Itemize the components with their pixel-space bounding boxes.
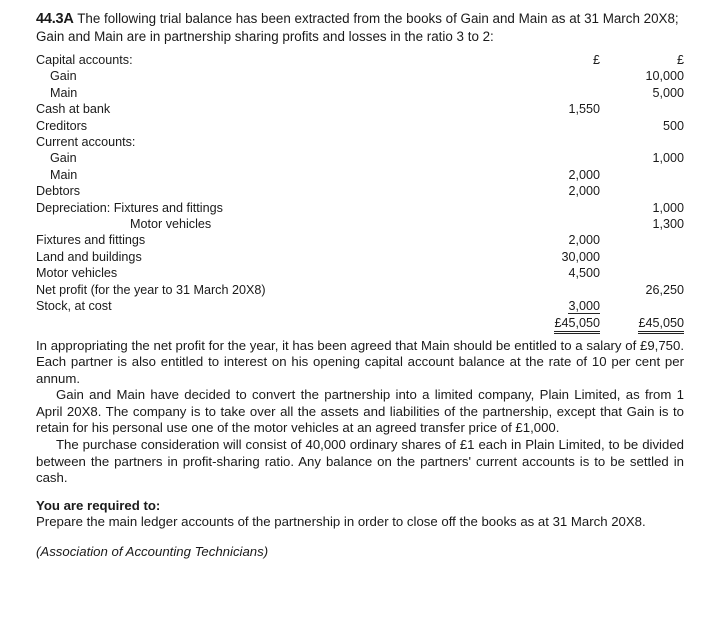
table-row-totals bbox=[36, 315, 684, 334]
paragraph-consideration: The purchase consideration will consist of 40,000 ordinary shares of £1 each in Plain Limited, to be divided between the partners in profit-sharing ratio. Any balance on the partners' current accounts is to be settled in cash. bbox=[36, 437, 684, 486]
row-label: Motor vehicles bbox=[36, 266, 118, 281]
credit-cell bbox=[608, 134, 684, 150]
debit-cell: 2,000 bbox=[568, 184, 600, 199]
row-label: Capital accounts: bbox=[36, 53, 133, 67]
debit-currency: £ bbox=[592, 53, 600, 67]
table-row bbox=[36, 183, 684, 199]
row-label: Main bbox=[50, 85, 78, 100]
table-row bbox=[36, 68, 684, 84]
credit-cell bbox=[608, 249, 684, 265]
credit-total: £45,050 bbox=[638, 316, 684, 334]
credit-cell: 1,000 bbox=[652, 200, 684, 215]
credit-cell bbox=[608, 232, 684, 248]
row-label: Gain bbox=[50, 151, 77, 166]
debit-cell bbox=[532, 134, 608, 150]
debit-cell bbox=[532, 118, 608, 134]
credit-currency: £ bbox=[676, 53, 684, 67]
row-label bbox=[36, 315, 532, 334]
credit-cell bbox=[608, 265, 684, 281]
row-label: Gain bbox=[50, 69, 77, 84]
debit-cell bbox=[532, 200, 608, 216]
debit-cell: 2,000 bbox=[568, 233, 600, 248]
table-row bbox=[36, 134, 684, 150]
question-number: 44.3A bbox=[36, 11, 74, 27]
credit-cell bbox=[608, 183, 684, 199]
debit-cell bbox=[532, 282, 608, 298]
source-attribution: (Association of Accounting Technicians) bbox=[36, 544, 269, 560]
paragraph-appropriation: In appropriating the net profit for the year, it has been agreed that Main should be entitled to a salary of £9,750. Each partner is also entitled to interest on his opening capital account balance at the rate of 10 per cent per annum. bbox=[36, 337, 684, 386]
row-label: Motor vehicles bbox=[130, 217, 212, 232]
requirement-text: Prepare the main ledger accounts of the partnership in order to close off the books as at 31 March 20X8. bbox=[36, 513, 646, 529]
table-row bbox=[36, 249, 684, 265]
table-row bbox=[36, 265, 684, 281]
credit-cell bbox=[608, 101, 684, 117]
question-heading bbox=[36, 10, 684, 46]
row-label: Creditors bbox=[36, 118, 88, 133]
debit-cell bbox=[532, 216, 608, 232]
row-label: Current accounts: bbox=[36, 135, 136, 150]
table-row bbox=[36, 167, 684, 183]
debit-cell: 2,000 bbox=[568, 167, 600, 182]
credit-total-cell bbox=[608, 315, 684, 334]
row-label: Fixtures and fittings bbox=[36, 233, 146, 248]
debit-cell bbox=[532, 298, 608, 314]
row-label: Main bbox=[50, 167, 78, 182]
paragraph-conversion: Gain and Main have decided to convert the partnership into a limited company, Plain Limited, as from 1 April 20X8. The company is to take over all the assets and liabilities of the partnership, except that Gain is to retain for his personal use one of the motor vehicles at an agreed transfer price of £1,000. bbox=[36, 387, 684, 436]
table-row bbox=[36, 101, 684, 117]
row-label: Debtors bbox=[36, 184, 81, 199]
credit-cell bbox=[608, 167, 684, 183]
table-row bbox=[36, 150, 684, 166]
question-page bbox=[36, 10, 684, 559]
stock-debit-value: 3,000 bbox=[568, 299, 600, 314]
debit-cell: 4,500 bbox=[568, 266, 600, 281]
question-intro: The following trial balance has been extracted from the books of Gain and Main as at 31 March 20X8; Gain and Main are in partnership sharing profits and losses in the ratio 3 to 2: bbox=[36, 11, 679, 44]
credit-cell: 500 bbox=[662, 118, 684, 133]
table-row bbox=[36, 282, 684, 298]
credit-cell: 5,000 bbox=[652, 85, 684, 100]
requirement-title: You are required to: bbox=[36, 497, 161, 513]
debit-cell bbox=[532, 68, 608, 84]
trial-balance-table bbox=[36, 52, 684, 334]
table-row bbox=[36, 85, 684, 101]
credit-cell bbox=[608, 298, 684, 314]
table-row bbox=[36, 118, 684, 134]
debit-total-cell bbox=[532, 315, 608, 334]
debit-cell bbox=[532, 85, 608, 101]
credit-cell: 1,000 bbox=[652, 151, 684, 166]
row-label: Net profit (for the year to 31 March 20X8) bbox=[36, 282, 266, 297]
row-label: Land and buildings bbox=[36, 249, 142, 264]
row-label: Depreciation: Fixtures and fittings bbox=[36, 200, 223, 215]
credit-cell: 26,250 bbox=[645, 282, 684, 297]
credit-cell: 10,000 bbox=[645, 69, 684, 84]
table-row bbox=[36, 52, 684, 68]
debit-total: £45,050 bbox=[554, 316, 600, 334]
table-row bbox=[36, 216, 684, 232]
debit-cell: 30,000 bbox=[561, 249, 600, 264]
table-row bbox=[36, 232, 684, 248]
credit-cell: 1,300 bbox=[652, 217, 684, 232]
row-label: Cash at bank bbox=[36, 102, 111, 117]
debit-cell bbox=[532, 150, 608, 166]
debit-cell: 1,550 bbox=[568, 102, 600, 117]
table-row bbox=[36, 200, 684, 216]
table-row bbox=[36, 298, 684, 314]
row-label: Stock, at cost bbox=[36, 299, 112, 314]
